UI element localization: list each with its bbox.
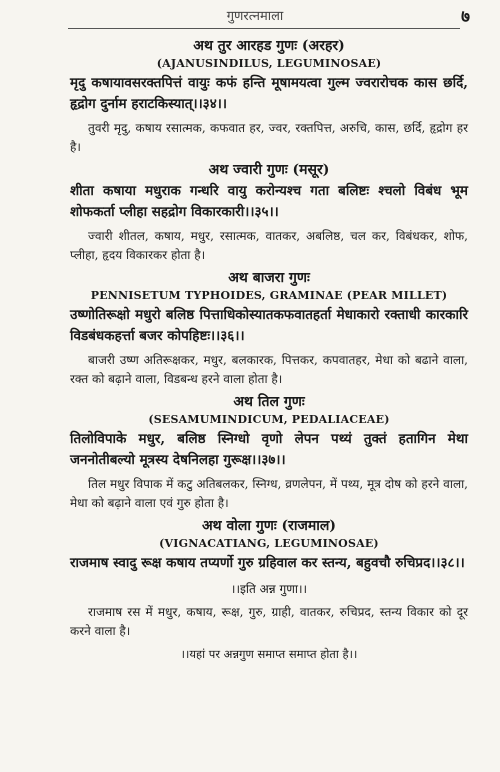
section-heading: अथ वोला गुणः (राजमाल) [201,518,337,534]
closing-note: ।।यहां पर अन्नगुण समाप्त समाप्त होता है।। [180,647,358,661]
hindi-gloss: तुवरी मृदु, कषाय रसात्मक, कफवात हर, ज्वर, रक्तपित्त, अरुचि, कास, छर्दि, हृद्रोग हर है। [70,121,468,154]
botanical-name: PENNISETUM TYPHOIDES, GRAMINAE (PEAR MILLET) [90,289,448,302]
final-hindi-gloss: राजमाष रस में मधुर, कषाय, रूक्ष, गुरु, ग्राही, वातकर, रुचिप्रद, स्तन्य विकार को दूर करने वाला है। [70,605,468,638]
botanical-name: (AJANUSINDILUS, LEGUMINOSAE) [156,57,382,70]
hindi-gloss: ज्वारी शीतल, कषाय, मधुर, रसात्मक, वातकर, अबलिष्ठ, चल कर, विबंधकर, शोफ, प्लीहा, हृदय विकारकर होता है। [70,229,468,262]
sanskrit-verse: शीता कषाया मधुराक गन्धरि वायु करोन्यश्च गता बलिष्टः श्चलो विबंध भूम शोफकर्ता प्लीहा सहद्रोग विकारकारी।।३५।। [70,183,468,220]
sanskrit-verse: मृदु कषायावसरक्तपित्तं वायुः कफं हन्ति मूषामयत्वा गुल्म ज्वरारोचक कास छर्दि, हृद्रोग दुर्नाम हराटकिस्यात्।।३४।। [70,75,468,112]
hindi-gloss: बाजरी उष्ण अतिरूक्षकर, मधुर, बलकारक, पित्तकर, कपवातहर, मेधा को बढाने वाला, रक्त को बढ़ाने वाला, विडबन्ध हरने वाला होता है। [70,353,468,386]
botanical-name: (VIGNACATIANG, LEGUMINOSAE) [159,537,379,550]
sanskrit-verse: तिलोविपाके मधुर, बलिष्ठ स्निग्धो वृणो लेपन पथ्यं तुक्तं हतागिन मेथा जननोतीबल्यो मूत्रस्य देषनिलहा गुरूक्ष।।३७।। [70,431,468,468]
iti-note: ।।इति अन्न गुणा।। [230,582,308,596]
section-heading: अथ ज्वारी गुणः (मसूर) [208,162,330,178]
section-heading: अथ तिल गुणः [233,394,305,410]
section-heading: अथ बाजरा गुणः [228,270,310,286]
hindi-gloss: तिल मधुर विपाक में कटु अतिबलकर, स्निग्ध, व्रणलेपन, में पथ्य, मूत्र दोष को हरने वाला, मेधा को बढ़ाने वाला एवं गुरु होता है। [70,477,468,510]
section-heading: अथ तुर आरहड गुणः (अरहर) [193,38,345,54]
header-rule [68,28,460,29]
running-title: गुणरत्नमाला [226,9,284,24]
page-number: ७ [461,7,470,27]
page-body [70,34,468,668]
sanskrit-verse: राजमाष स्वादु रूक्ष कषाय तप्यर्णो गुरु ग्रहिवाल कर स्तन्य, बहुवचौ रुचिप्रद।।३८।। [70,555,465,571]
botanical-name: (SESAMUMINDICUM, PEDALIACEAE) [148,413,390,426]
sanskrit-verse: उष्णोतिरूक्षो मधुरो बलिष्ठ पित्ताधिकोस्यातकफवातहर्ता मेधाकारो रक्ताधी कारकारि विडबंधकहर्त्ता बजर कोपहिष्टः।।३६।। [70,307,468,344]
page-header [40,6,470,30]
